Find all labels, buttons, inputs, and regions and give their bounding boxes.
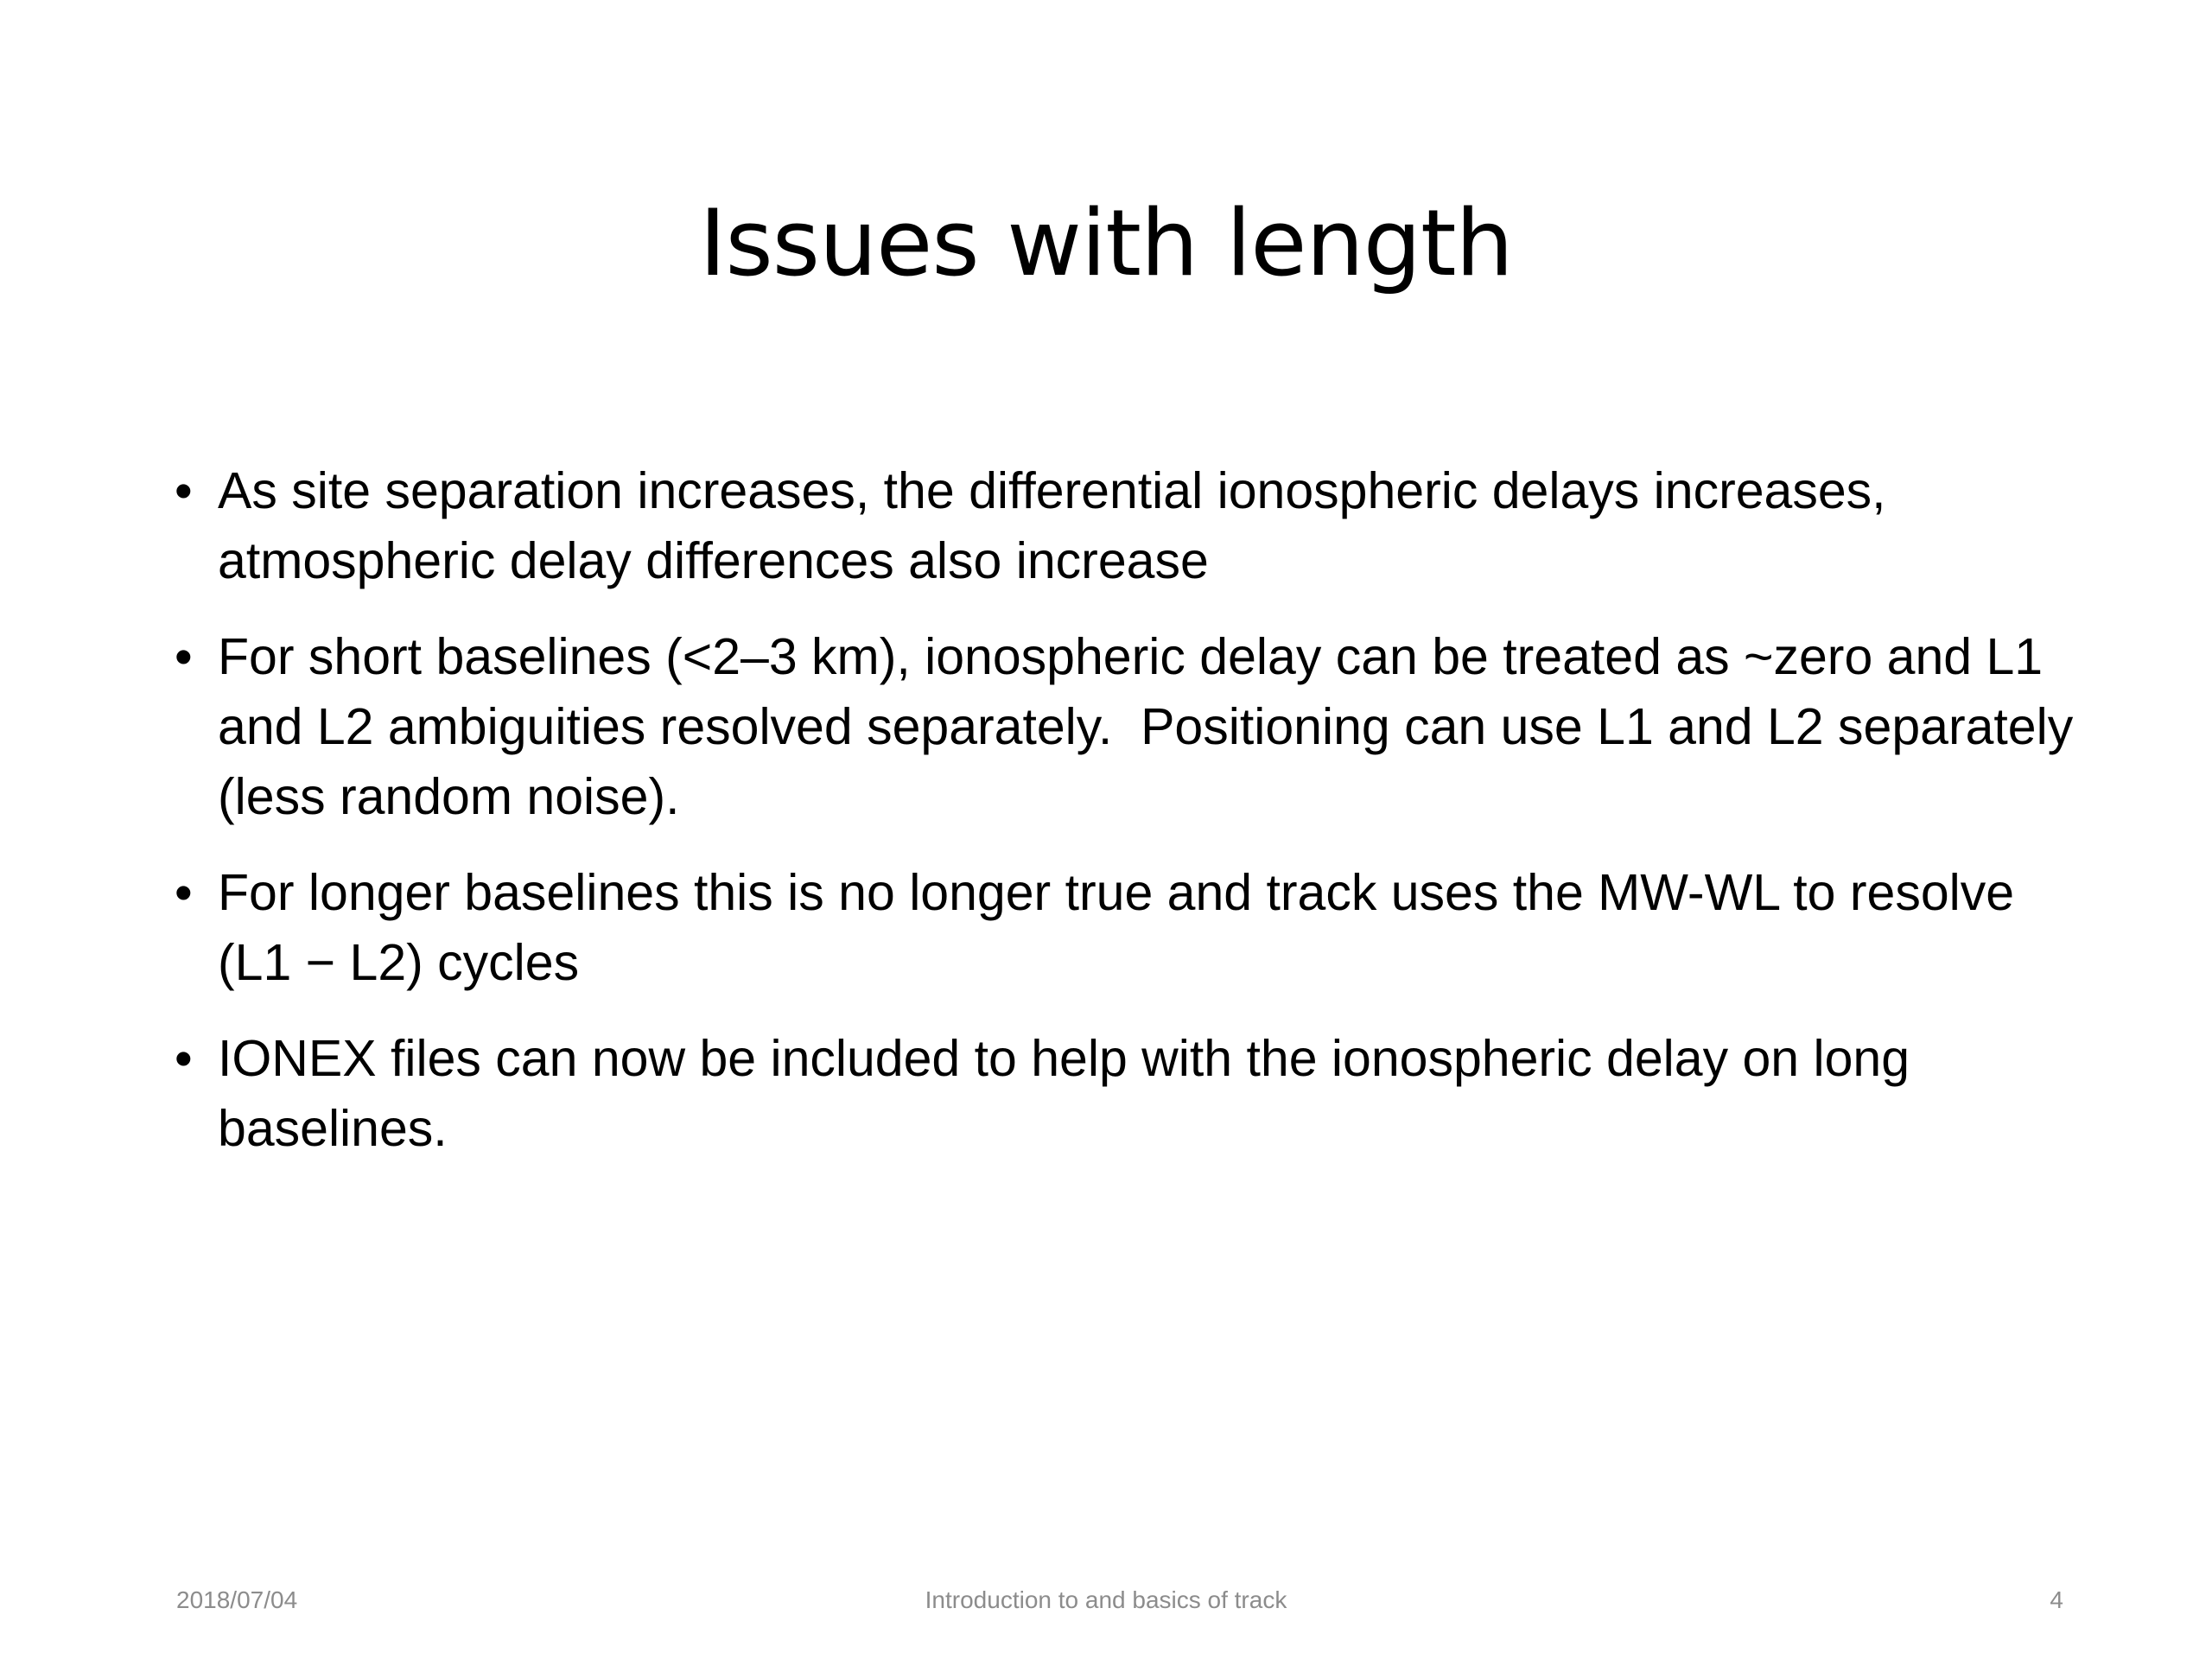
bullet-glyph: • xyxy=(175,628,193,685)
bullet-item xyxy=(173,858,2074,998)
bullet-text: For longer baselines this is no longer true and track uses the MW-WL to resolve (L1 − L2) cycles xyxy=(218,864,2015,991)
footer-title: Introduction to and basics of track xyxy=(925,1586,1287,1613)
bullet-glyph: • xyxy=(175,462,193,519)
bullet-item xyxy=(173,1024,2074,1164)
page-number: 4 xyxy=(2050,1586,2063,1613)
slide-content xyxy=(173,456,2088,1190)
bullet-item xyxy=(173,456,2074,596)
bullet-item xyxy=(173,622,2088,832)
bullet-glyph: • xyxy=(175,864,193,921)
bullet-text: IONEX files can now be included to help with the ionospheric delay on long baselines. xyxy=(218,1030,1910,1157)
footer-date: 2018/07/04 xyxy=(176,1586,298,1613)
bullet-text: As site separation increases, the differential ionospheric delays increases, atmospheric delay differences also increase xyxy=(218,462,1886,589)
bullet-glyph: • xyxy=(175,1030,193,1087)
bullet-list xyxy=(173,456,2088,1164)
slide-title: Issues with length xyxy=(699,190,1513,296)
bullet-text: For short baselines (<2–3 km), ionospheric delay can be treated as ~zero and L1 and L2 ambiguities resolved separately. Positioning can use L1 and L2 separately (less random noise). xyxy=(218,628,2088,825)
